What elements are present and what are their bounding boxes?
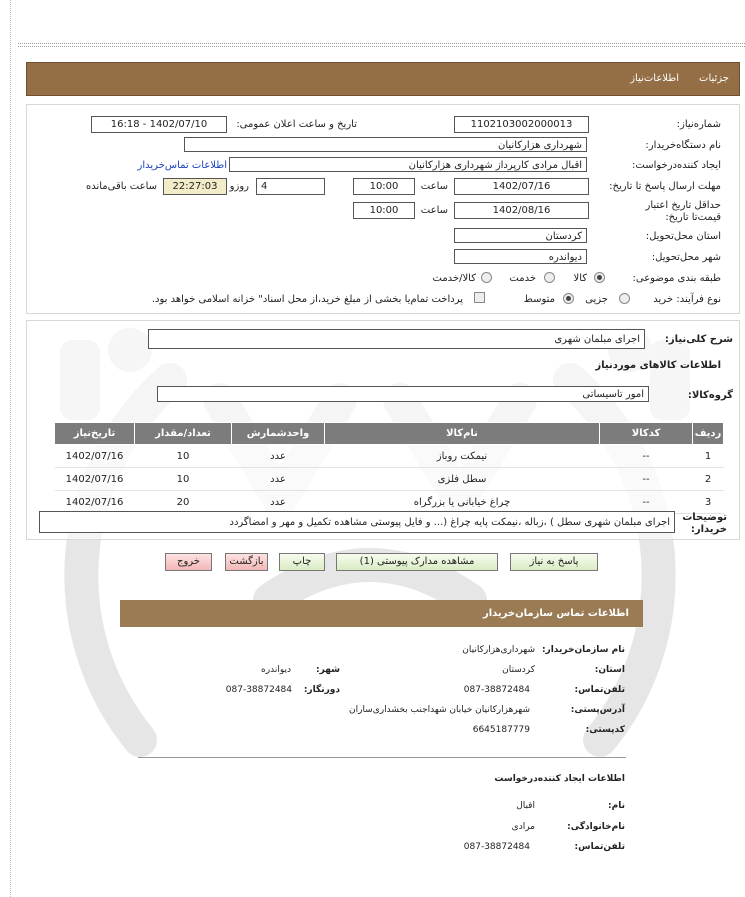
province-label: استان محل‌تحویل: (645, 231, 721, 242)
cell-row: 1 (693, 445, 724, 468)
contact-postal: 6645187779 (472, 725, 530, 735)
attachments-button[interactable]: مشاهده مدارک پیوستی (1) (336, 553, 498, 571)
validity-label: حداقل تاریخ اعتبار قیمت‌تا تاریخ: (645, 200, 721, 223)
contact-city: دیواندره (261, 665, 291, 675)
cell-quantity: 10 (135, 445, 232, 468)
back-button[interactable]: بازگشت (225, 553, 268, 571)
contact-divider (138, 757, 626, 758)
days-label: روزو (229, 181, 249, 192)
category-service-radio[interactable] (544, 272, 555, 283)
city-label: شهر محل‌تحویل: (651, 252, 721, 263)
creator-info-title: اطلاعات ایجاد کننده‌درخواست (494, 774, 625, 784)
province-field: کردستان (454, 228, 587, 243)
contact-address-label: آدرس‌پستی: (570, 705, 625, 715)
process-partial-radio[interactable] (619, 293, 630, 304)
table-row (55, 445, 724, 468)
category-goods-service-label: کالا/خدمت (432, 273, 476, 284)
cell-date: 1402/07/16 (55, 468, 135, 491)
category-goods-service-radio[interactable] (481, 272, 492, 283)
validity-time-field: 10:00 (353, 202, 415, 219)
top-divider-2 (18, 46, 745, 47)
goods-group-field: امور تاسیساتی (157, 386, 649, 402)
creator-field: اقبال مرادی کارپرداز شهرداری هزارکانیان (229, 157, 587, 172)
col-need-date: تاریخ‌نیاز (55, 423, 135, 445)
process-label: نوع فرآیند: (676, 294, 721, 305)
table-header-row (55, 423, 724, 445)
cell-code: -- (600, 445, 693, 468)
cell-code: -- (600, 491, 693, 514)
goods-group-label: گروه‌کالا: (687, 390, 733, 401)
days-field: 4 (256, 178, 325, 195)
announce-field: 1402/07/10 - 16:18 (91, 116, 227, 133)
reply-button[interactable]: پاسخ به نیاز (510, 553, 598, 571)
process-medium-label: متوسط (523, 294, 555, 305)
cell-date: 1402/07/16 (55, 445, 135, 468)
cell-quantity: 20 (135, 491, 232, 514)
col-name: نام‌کالا (325, 423, 600, 445)
col-row: ردیف (693, 423, 724, 445)
cell-code: -- (600, 468, 693, 491)
cell-name: نیمکت روباز (325, 445, 600, 468)
goods-table (54, 422, 724, 514)
remaining-time-field: 22:27:03 (163, 178, 227, 195)
cell-name: چراغ خیابانی یا بزرگراه (325, 491, 600, 514)
print-button[interactable]: چاپ (279, 553, 325, 571)
creator-label: ایجاد کننده‌درخواست: (632, 160, 721, 171)
top-divider (18, 43, 745, 44)
buyer-org-label: نام دستگاه‌خریدار: (645, 140, 721, 151)
deadline-label: مهلت ارسال پاسخ تا تاریخ: (609, 181, 721, 192)
need-number-field: 1102103002000013 (454, 116, 589, 133)
contact-org-label: نام سازمان‌خریدار: (541, 645, 625, 655)
exit-button[interactable]: خروج (165, 553, 212, 571)
contact-address: شهرهزارکانیان خیابان شهداجنب بخشداری‌ساران (348, 705, 530, 715)
left-border (10, 0, 11, 897)
contact-city-label: شهر: (316, 665, 340, 675)
contact-postal-label: کدپستی: (585, 725, 625, 735)
col-code: کدکالا (600, 423, 693, 445)
creator-phone-label: تلفن‌تماس: (574, 842, 625, 852)
tab-details[interactable]: جزئیات (699, 73, 729, 84)
tab-need-info[interactable]: اطلاعات‌نیاز (630, 73, 679, 84)
cell-row: 3 (693, 491, 724, 514)
creator-phone: 087-38872484 (463, 842, 530, 852)
category-service-label: خدمت (509, 273, 536, 284)
buyer-org-field: شهرداری هزارکانیان (184, 137, 587, 152)
contact-fax: 087-38872484 (225, 685, 292, 695)
contact-phone-label: تلفن‌تماس: (574, 685, 625, 695)
contact-province: کردستان (502, 665, 535, 675)
deadline-time-label: ساعت (420, 181, 448, 192)
contact-fax-label: دورنگار: (303, 685, 340, 695)
city-field: دیواندره (454, 249, 587, 264)
need-number-label: شماره‌نیاز: (676, 119, 721, 130)
cell-unit: عدد (232, 445, 325, 468)
buyer-contact-link[interactable]: اطلاعات تماس‌خریدار (137, 160, 227, 171)
buyer-notes-field: اجرای مبلمان شهری سطل ) ،زباله ،نیمکت پایه چراغ (... و فایل پیوستی مشاهده تکمیل و مهر و امضاگردد (39, 511, 675, 533)
contact-org: شهرداری‌هزارکانیان (462, 645, 535, 655)
need-description-field: اجرای مبلمان شهری (148, 329, 645, 349)
cell-unit: عدد (232, 491, 325, 514)
creator-family: مرادی (511, 822, 535, 832)
contact-province-label: استان: (594, 665, 625, 675)
deadline-date-field: 1402/07/16 (454, 178, 589, 195)
deadline-time-field: 10:00 (353, 178, 415, 195)
treasury-payment-checkbox[interactable] (474, 292, 485, 303)
page-header (26, 62, 740, 96)
category-goods-radio[interactable] (594, 272, 605, 283)
process-partial-label: جزیی (585, 294, 608, 305)
category-label: طبقه بندی موضوعی: (632, 273, 721, 284)
category-goods-label: کالا (573, 273, 587, 284)
payment-note: پرداخت تمام‌یا بخشی از مبلغ خرید،از محل اسناد" خزانه اسلامی خواهد بود. (151, 294, 463, 305)
cell-name: سطل فلزی (325, 468, 600, 491)
remaining-label: ساعت باقی‌مانده (85, 181, 157, 192)
announce-label: تاریخ و ساعت اعلان عمومی: (236, 119, 357, 130)
contact-header (120, 600, 643, 627)
contact-phone: 087-38872484 (463, 685, 530, 695)
validity-time-label: ساعت (420, 205, 448, 216)
cell-quantity: 10 (135, 468, 232, 491)
cell-date: 1402/07/16 (55, 491, 135, 514)
creator-name: اقبال (516, 801, 535, 811)
buyer-notes-label: توضیحات خریدار: (682, 512, 727, 535)
col-quantity: تعداد/مقدار (135, 423, 232, 445)
contact-title: اطلاعات تماس سازمان‌خریدار (482, 608, 629, 619)
cell-unit: عدد (232, 468, 325, 491)
table-row (55, 468, 724, 491)
validity-date-field: 1402/08/16 (454, 202, 589, 219)
goods-info-label: اطلاعات کالاهای موردنیاز (595, 360, 721, 371)
process-medium-radio[interactable] (563, 293, 574, 304)
col-unit: واحدشمارش (232, 423, 325, 445)
creator-name-label: نام: (608, 801, 625, 811)
need-description-label: شرح کلی‌نیاز: (664, 334, 733, 345)
cell-row: 2 (693, 468, 724, 491)
creator-family-label: نام‌خانوادگی: (567, 822, 625, 832)
process-buy-label: خرید (653, 294, 673, 305)
